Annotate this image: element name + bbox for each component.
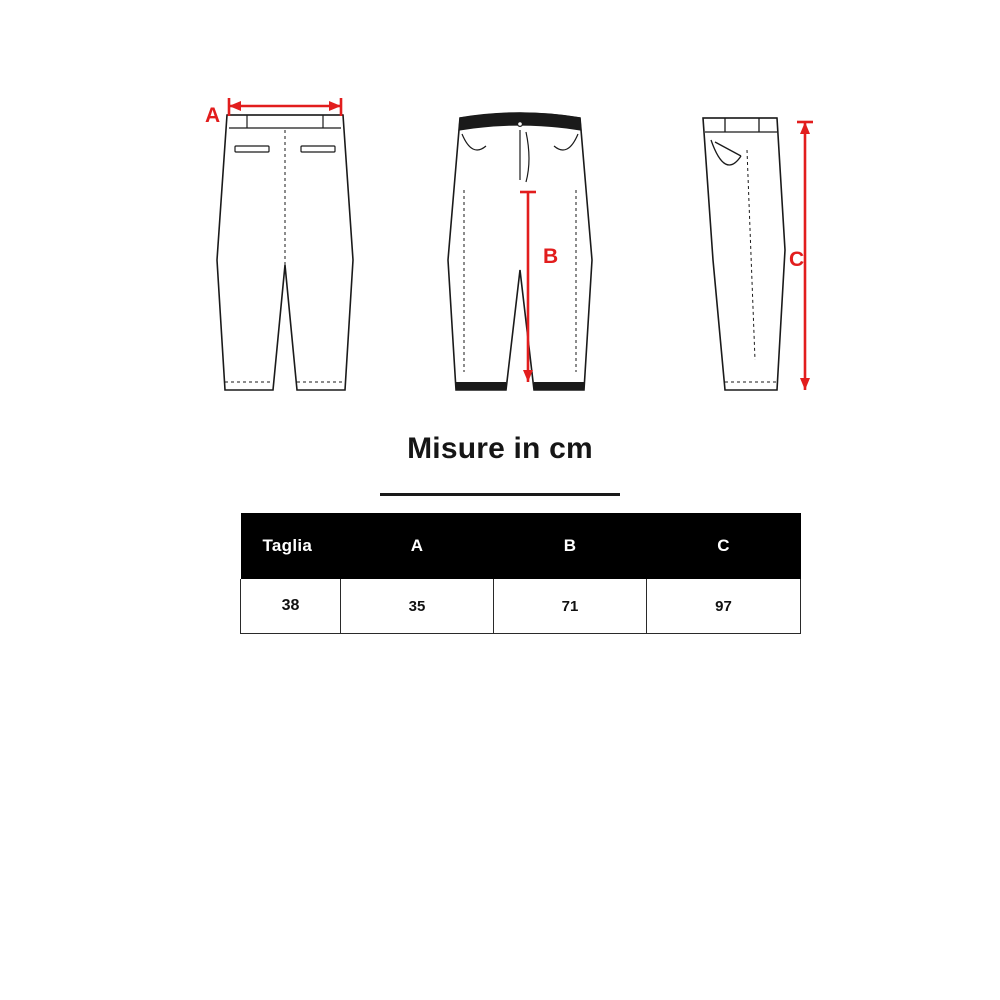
table-header-row xyxy=(241,513,801,579)
cell-taglia: 38 xyxy=(241,579,341,634)
size-table xyxy=(240,513,801,634)
measurement-label-a: A xyxy=(205,104,221,127)
table-row xyxy=(241,579,801,634)
cell-b: 71 xyxy=(494,579,647,634)
size-table-container xyxy=(240,513,800,634)
table-header-b: B xyxy=(494,513,647,579)
cell-a: 35 xyxy=(341,579,494,634)
measurement-label-c: C xyxy=(789,248,805,271)
title-divider xyxy=(380,493,620,496)
trousers-side-view xyxy=(655,60,885,420)
measurement-label-b: B xyxy=(543,245,559,268)
table-header-taglia: Taglia xyxy=(241,513,341,579)
trouser-diagrams xyxy=(0,60,1000,420)
cell-c: 97 xyxy=(647,579,801,634)
table-header-a: A xyxy=(341,513,494,579)
trousers-front-view xyxy=(420,60,650,420)
measurement-line-c xyxy=(655,60,885,420)
table-header-c: C xyxy=(647,513,801,579)
measurement-line-b xyxy=(420,60,650,420)
page-title: Misure in cm xyxy=(407,432,593,465)
